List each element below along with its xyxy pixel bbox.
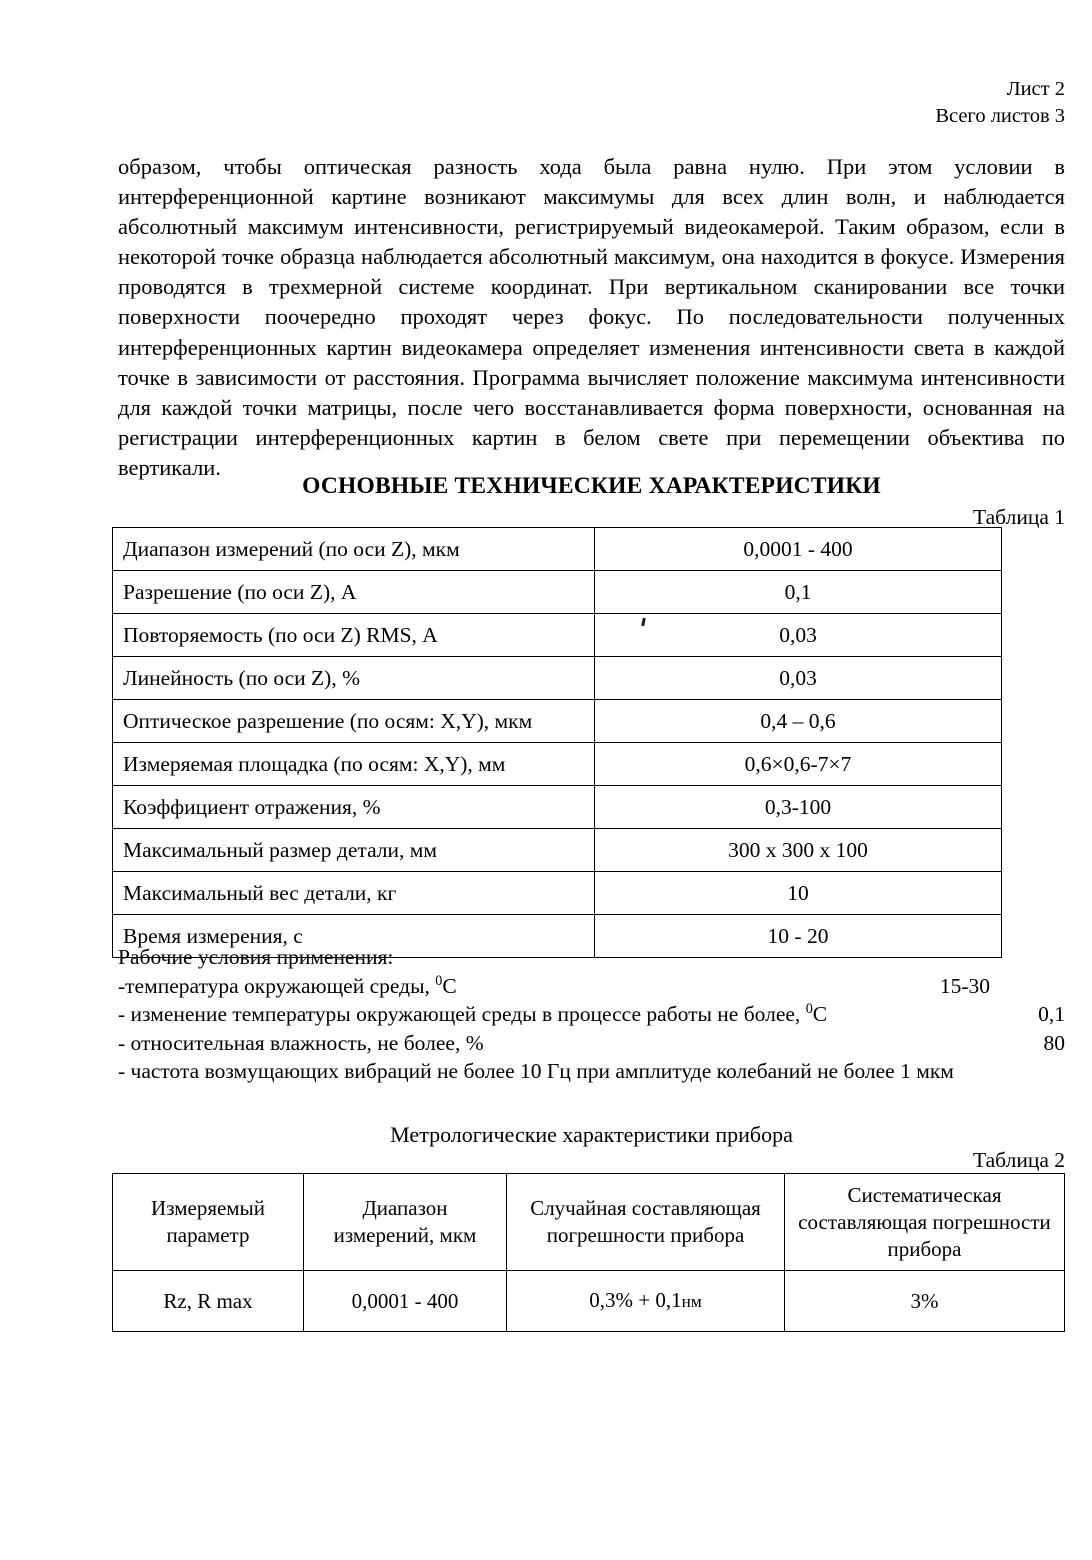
spec-param: Повторяемость (по оси Z) RMS, А — [113, 614, 595, 657]
spec-value: 0,0001 - 400 — [595, 528, 1002, 571]
table2-caption: Таблица 2 — [973, 1148, 1065, 1172]
cell-random-error — [507, 1271, 785, 1332]
table-row — [113, 872, 1002, 915]
spec-value: 0,03 — [595, 614, 1002, 657]
condition-temperature-change — [118, 1000, 1065, 1029]
condition-unit: С — [812, 1002, 828, 1027]
column-header-systematic-error: Систематическая составляющая погрешности прибора — [785, 1174, 1065, 1271]
spec-value: 0,6×0,6-7×7 — [595, 743, 1002, 786]
spec-param: Измеряемая площадка (по осям: X,Y), мм — [113, 743, 595, 786]
spec-param: Линейность (по оси Z), % — [113, 657, 595, 700]
spec-param: Оптическое разрешение (по осям: X,Y), мкм — [113, 700, 595, 743]
degree-superscript: 0 — [435, 972, 443, 989]
table-row — [113, 829, 1002, 872]
table-row — [113, 743, 1002, 786]
condition-label: - изменение температуры окружающей среды в процессе работы не более, — [118, 1002, 806, 1027]
random-error-value: 0,3% + 0,1 — [589, 1288, 682, 1312]
table-row — [113, 571, 1002, 614]
column-header-parameter: Измеряемый параметр — [113, 1174, 304, 1271]
condition-humidity — [118, 1029, 1065, 1058]
spec-value: 0,03 — [595, 657, 1002, 700]
spec-value: 0,4 – 0,6 — [595, 700, 1002, 743]
condition-value: 80 — [1043, 1030, 1065, 1055]
condition-value: 15-30 — [939, 973, 990, 998]
section-heading: ОСНОВНЫЕ ТЕХНИЧЕСКИЕ ХАРАКТЕРИСТИКИ — [302, 473, 881, 499]
spec-value: 0,3-100 — [595, 786, 1002, 829]
table-row — [113, 1271, 1065, 1332]
spec-value: 10 - 20 — [595, 915, 1002, 958]
body-paragraph: образом, чтобы оптическая разность хода была равна нулю. При этом условии в интерференционной картине возникают максимумы для всех длин волн, и наблюдается абсолютный максимум интенсивности, регистрируемый видеокамерой. Таким образом, если в некоторой точке образца наблюдается абсолютный максимум, она находится в фокусе. Измерения проводятся в трехмерной системе координат. При вертикальном сканировании все точки поверхности поочередно проходят через фокус. По последовательности полученных интерференционных картин видеокамера определяет изменения интенсивности света в каждой точке в зависимости от расстояния. Программа вычисляет положение максимума интенсивности для каждой точки матрицы, после чего восстанавливается форма поверхности, основанная на регистрации интерференционных картин в белом свете при перемещении объектива по вертикали. — [118, 154, 1065, 480]
table-row — [113, 786, 1002, 829]
column-header-random-error: Случайная составляющая погрешности прибора — [507, 1174, 785, 1271]
total-sheets: Всего листов 3 — [935, 105, 1065, 127]
conditions-title: Рабочие условия применения: — [118, 945, 394, 969]
spec-param: Время измерения, с — [113, 915, 595, 958]
spec-value: 10 — [595, 872, 1002, 915]
page-header — [118, 76, 1065, 130]
sheet-number: Лист 2 — [1006, 78, 1065, 100]
table1-caption: Таблица 1 — [973, 505, 1065, 529]
spec-value: 0,1 — [595, 571, 1002, 614]
metrology-heading: Метрологические характеристики прибора — [390, 1122, 793, 1147]
technical-specifications-table — [112, 527, 1002, 958]
cell-systematic-error: 3% — [785, 1271, 1065, 1332]
table-row — [113, 657, 1002, 700]
table-header-row — [113, 1174, 1065, 1271]
condition-label: - относительная влажность, не более, % — [118, 1030, 484, 1055]
condition-label: -температура окружающей среды, — [118, 973, 436, 998]
spec-value: 300 x 300 x 100 — [595, 829, 1002, 872]
spec-param: Максимальный размер детали, мм — [113, 829, 595, 872]
cell-parameter: Rz, R max — [113, 1271, 304, 1332]
condition-temperature — [118, 972, 1065, 1001]
spec-param: Коэффициент отражения, % — [113, 786, 595, 829]
table-row — [113, 700, 1002, 743]
table-row — [113, 614, 1002, 657]
random-error-unit: нм — [681, 1292, 702, 1311]
table-row — [113, 528, 1002, 571]
spec-param: Разрешение (по оси Z), А — [113, 571, 595, 614]
degree-superscript: 0 — [805, 1001, 813, 1018]
condition-value: 0,1 — [1038, 1002, 1065, 1027]
spec-param: Максимальный вес детали, кг — [113, 872, 595, 915]
operating-conditions-block — [118, 943, 1065, 1086]
metrological-characteristics-table — [112, 1173, 1065, 1332]
spec-param: Диапазон измерений (по оси Z), мкм — [113, 528, 595, 571]
column-header-range: Диапазон измерений, мкм — [304, 1174, 507, 1271]
condition-vibration: - частота возмущающих вибраций не более 10 Гц при амплитуде колебаний не более 1 мкм — [118, 1059, 954, 1084]
cell-range: 0,0001 - 400 — [304, 1271, 507, 1332]
condition-unit: С — [442, 973, 457, 998]
